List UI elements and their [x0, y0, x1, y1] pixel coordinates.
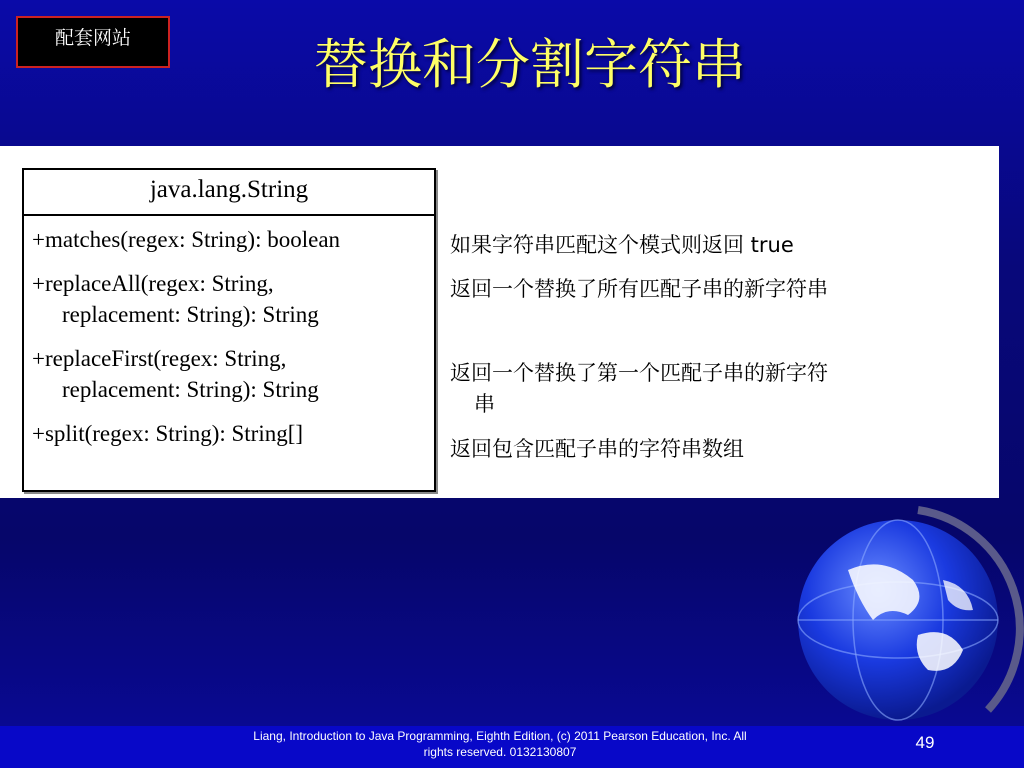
method-signature-continued: replacement: String): String: [62, 302, 319, 327]
footer-line: Liang, Introduction to Java Programming, Eighth Edition, (c) 2011 Pearson Education, Inc. All: [253, 729, 747, 743]
method-signature-continued: replacement: String): String: [62, 377, 319, 402]
slide-title: 替换和分割字符串: [314, 33, 746, 96]
method-signature: +matches(regex: String): boolean: [32, 227, 341, 252]
uml-method: [32, 268, 434, 330]
description-text: 返回一个替换了所有匹配子串的新字符串: [450, 277, 828, 301]
method-signature: +replaceFirst(regex: String,: [32, 346, 287, 371]
method-signature: +replaceAll(regex: String,: [32, 271, 274, 296]
method-description: [450, 274, 970, 305]
method-description: [450, 358, 970, 420]
uml-class-diagram: [22, 168, 436, 492]
globe-icon: [788, 500, 1024, 736]
description-text: 返回包含匹配子串的字符串数组: [450, 437, 744, 461]
uml-method: [32, 343, 434, 405]
description-text-continued: 串: [474, 392, 495, 416]
page-number: 49: [915, 733, 935, 752]
method-description: [450, 230, 970, 261]
description-text: 如果字符串匹配这个模式则返回 true: [450, 233, 794, 257]
footer-copyright: [200, 728, 800, 760]
method-description: [450, 434, 970, 465]
uml-method: [32, 224, 434, 255]
uml-method-list: [24, 216, 434, 449]
description-text: 返回一个替换了第一个匹配子串的新字符: [450, 361, 828, 385]
companion-website-button[interactable]: 配套网站: [16, 16, 170, 68]
footer-line: rights reserved. 0132130807: [423, 745, 577, 759]
uml-method: [32, 418, 434, 449]
uml-class-name: java.lang.String: [24, 170, 434, 216]
content-panel: [0, 146, 999, 498]
method-signature: +split(regex: String): String[]: [32, 421, 304, 446]
